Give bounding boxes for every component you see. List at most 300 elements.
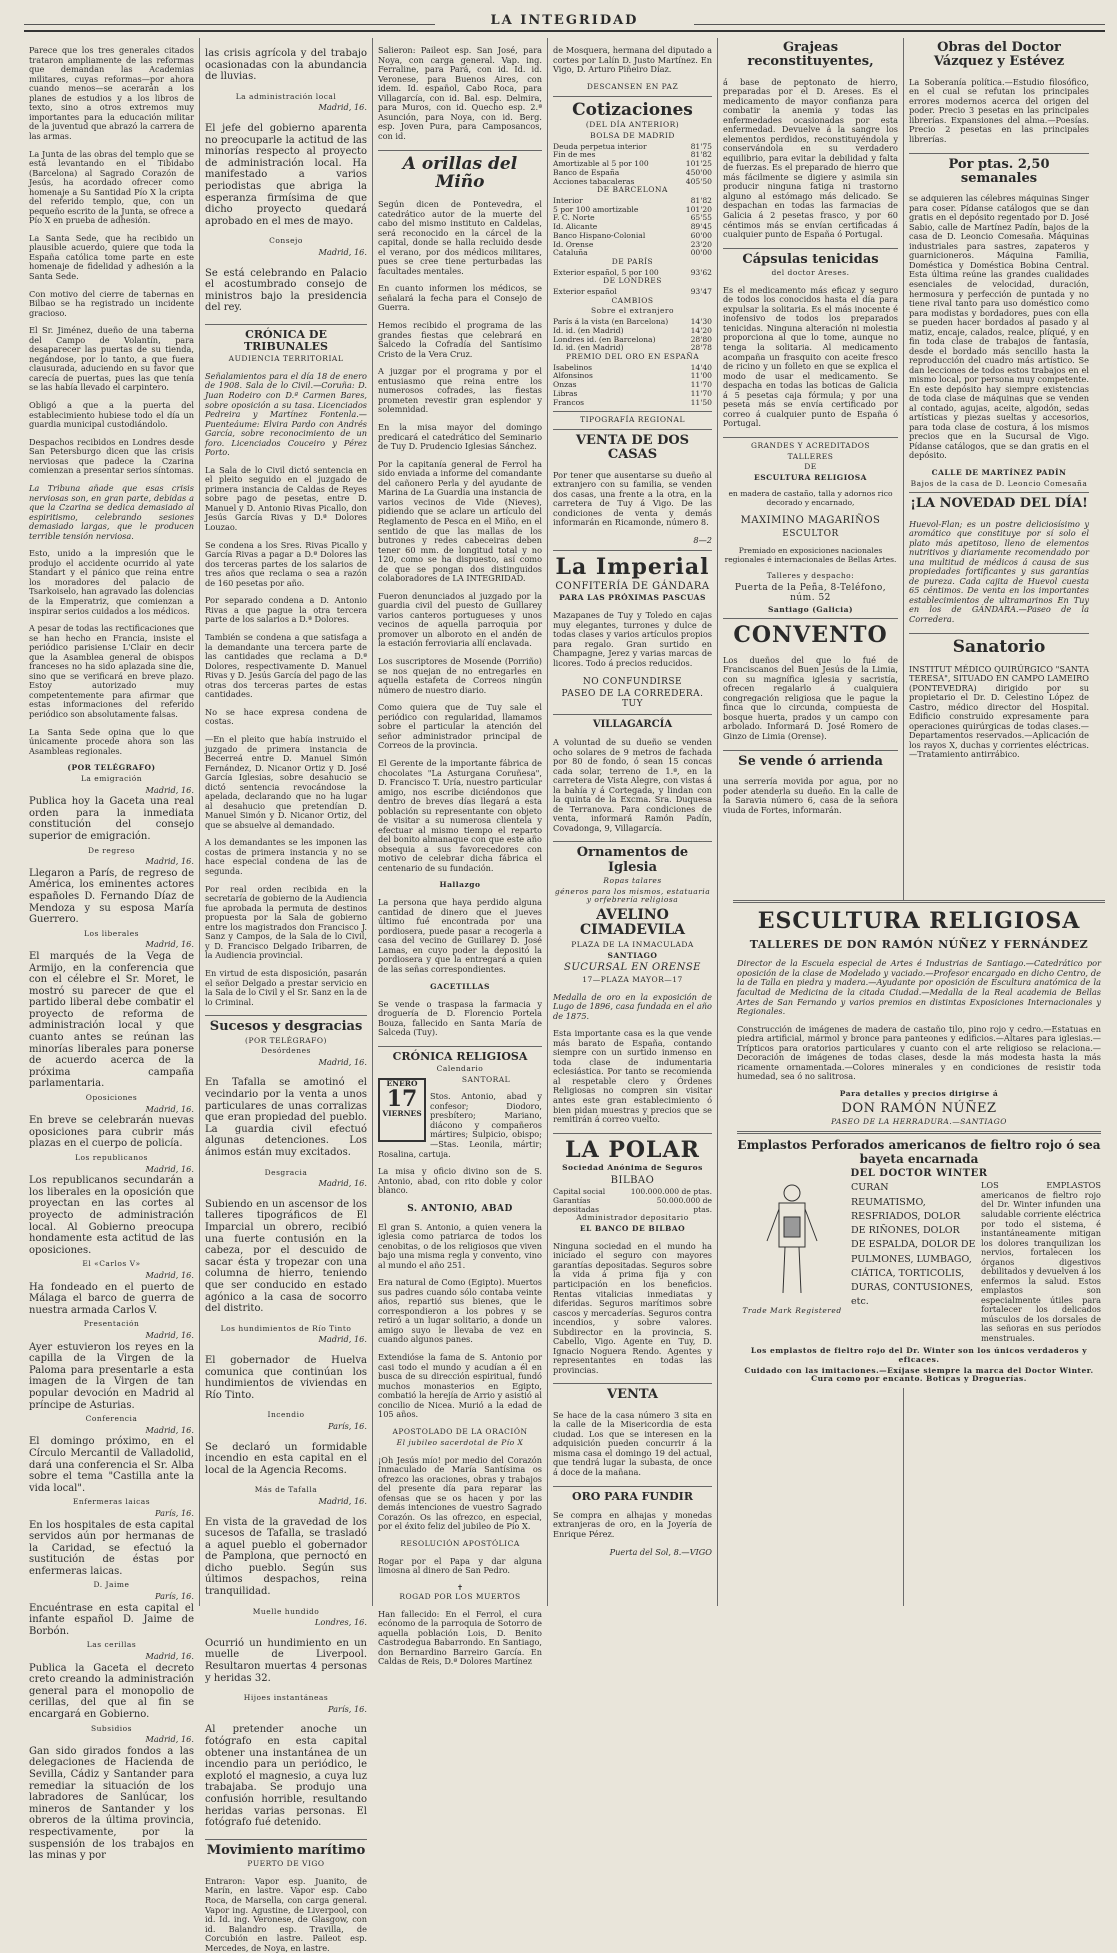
divider xyxy=(553,714,712,715)
ad-heading: VENTA xyxy=(607,1387,658,1403)
paragraph: Gan sido girados fondos a las delegaciones de Hacienda de Sevilla, Cádiz y Santander para remediar la situación de los labradores de Sanlúcar, los mineros de Santander y los obreros de la última provincia, respectivamente, por la suspensión de los trabajos en las minas y por xyxy=(29,1745,194,1862)
paragraph: La Tribuna añade que esas crisis nerviosas son, en gran parte, debidas a que la Czarina se dedica demasiado al espiritismo, celebrando sesiones demasiado largas, que le producen terrible tensión nerviosa. xyxy=(29,483,194,541)
paragraph: Mazapanes de Tuy y Toledo en cajas muy elegantes, turrones y dulce de todas clases y varios artículos propios para regalo. Gran surtido en Champagne, Jerez y varias marcas de licores. Todo á precios reducidos. xyxy=(553,610,712,668)
paragraph: Se compra en alhajas y monedas extranjeras de oro, en la Joyería de Enrique Pérez. xyxy=(553,1509,712,1539)
dateline: Madrid, 16. xyxy=(145,1651,194,1662)
item-title: Enfermeras laicas xyxy=(72,1497,151,1507)
ad-address: Puerta de la Peña, 8-Teléfono, núm. 52 xyxy=(734,582,887,604)
divider xyxy=(205,1839,367,1840)
ad-subtitle: Talleres y despacho: xyxy=(766,571,855,581)
divider xyxy=(553,429,712,430)
ad-subtitle: CONFITERÍA DE GÁNDARA xyxy=(555,580,710,592)
row-label: Id. id. (en Madrid) xyxy=(553,343,624,353)
masthead-rule-left xyxy=(24,24,435,25)
dateline: París, 16. xyxy=(328,1703,367,1714)
dateline: Madrid, 16. xyxy=(145,1734,194,1745)
paragraph: Ocurrió un hundimiento en un muelle de Liverpool. Resultaron muertas 4 personas y heridas 32. xyxy=(205,1637,367,1684)
paragraph: —En el pleito que había instruido el juzgado de primera instancia de Becerreá entre D. Manuel Simón Fernández, D. Nicanor Ortiz y D. José García Iglesias, sobre desahucio se dictó sentencia revocándose la apelada, declarando que no ha lugar al desahucio que pretendían D. Manuel Simón y D. Nicanor Ortiz, del que se absuelve al demandado. xyxy=(205,734,367,830)
row-value: 11'70 xyxy=(690,388,712,398)
section-heading: CRÓNICA DE TRIBUNALES xyxy=(243,327,328,353)
caption: TIPOGRAFÍA REGIONAL xyxy=(580,415,685,425)
row-value: 11'50 xyxy=(690,397,712,407)
ad-heading: Por ptas. 2,50 semanales xyxy=(948,156,1050,186)
divider xyxy=(378,150,542,151)
row-value: 450'00 xyxy=(685,167,712,177)
caption: DESCANSEN EN PAZ xyxy=(586,81,679,91)
ad-subtitle: géneros para los mismos, estatuaria y orfebrería religiosa xyxy=(554,886,711,905)
paragraph: Según dicen de Pontevedra, el catedrático autor de la muerte del cabo del mismo instituto en Caldelas, será reconocido en la cárcel de la capital, donde se halla recluido desde el verano, por dos médicos militares, pues se cree tiene perturbadas las facultades mentales. xyxy=(378,199,542,276)
table-title: DE PARÍS xyxy=(611,256,654,266)
ad-heading: Obras del Doctor Vázquez y Estévez xyxy=(933,40,1065,70)
item-title: Subsidios xyxy=(90,1723,133,1733)
paragraph: Ha fondeado en el puerto de Málaga el barco de guerra de nuestra armada Carlos V. xyxy=(29,1281,194,1316)
paragraph: Por la capitanía general de Ferrol ha sido enviada a informe del comandante del cañonero Perla y del ayudante de Marina de La Guardia una instancia de varios vecinos de Vide (Nieves), pidiendo que se aclare un artículo del Reglamento de Pesca en el Miño, en el sentido de que las mallas de los butrones y redes cabeceiras deben tener 60 mm. de longitud total y no 120, como se ha dispuesto, así como de que se pongan dos distinguidos colaboradores de LA INTEGRIDAD. xyxy=(378,458,542,584)
dateline: Madrid, 16. xyxy=(318,1496,367,1506)
paragraph: El gobernador de Huelva comunica que continúan los hundimientos de viviendas en Río Tinto. xyxy=(205,1354,367,1401)
calendar-month: ENERO xyxy=(386,1078,418,1088)
ad-subtitle: TALLERES xyxy=(787,451,834,461)
row-value: 60'00 xyxy=(690,230,712,240)
ad-subtitle: ESCULTURA RELIGIOSA xyxy=(753,472,867,482)
news-item xyxy=(29,1498,194,1577)
row-value: 101'20 xyxy=(685,204,712,214)
divider xyxy=(723,248,898,249)
divider xyxy=(723,618,898,619)
paragraph: Es el medicamento más eficaz y seguro de todos los conocidos hasta el día para expulsar la solitaria. Es el más inocente é inofensivo de todos los preparados tenicidas. Ninguna alteración ni molestia proporciona al que lo tome, aunque no tenga la solitaria. Al medicamento acompaña un frasquito con aceite fresco de ricino y un folleto en que se explica el modo de usar el medicamento. Se despacha en todas las boticas de Galicia á 5 pesetas caja fórmula; y por una peseta más se envía certificado por correo á cualquier punto de España ó Portugal. xyxy=(723,284,898,429)
paragraph: Los dueños del que lo fué de Franciscanos del Buen Jesús de la Limia, con su magnífica iglesia y sacristía, ofrecen regalarlo á cualquiera congregación religiosa que le pague la finca que lo circunda, compuesta de bosque huerta, prados y un campo con arbolado. Informará D. José Romero de Ginzo de Limia (Orense). xyxy=(723,654,898,741)
barcelona-table xyxy=(553,197,712,258)
ad-address: Bajos de la casa de D. Leoncio Comesaña xyxy=(910,478,1088,488)
news-item xyxy=(29,1094,194,1150)
dateline: París, 16. xyxy=(328,1421,367,1432)
paragraph: Se vende o traspasa la farmacia y droguería de D. Florencio Portela Bouza, fallecido en Santa María de Salceda (Tuy). xyxy=(378,998,542,1038)
table-title: DE BARCELONA xyxy=(597,185,668,195)
row-label: Capital social xyxy=(553,1187,606,1197)
row-value: 14'20 xyxy=(690,325,712,335)
table-title: DE LONDRES xyxy=(603,276,662,286)
divider xyxy=(205,1015,367,1016)
row-label: Londres id. (en Barcelona) xyxy=(553,334,656,344)
row-label: Id. Orense xyxy=(553,239,594,249)
row-label: Banco Hispano-Colonial xyxy=(553,230,646,240)
row-label: Libras xyxy=(553,388,578,398)
ad-subtitle: BILBAO xyxy=(610,1174,655,1186)
ad-heading: VILLAGARCÍA xyxy=(592,718,673,730)
row-label: Acciones tabacaleras xyxy=(553,176,635,186)
paragraph: Se condena a los Sres. Rivas Picallo y García Rivas a pagar a D.ª Dolores las dos terceras partes de los salarios de tres años que reclama o sea a razón de 160 pesetas por año. xyxy=(205,539,367,588)
row-value: 101'25 xyxy=(685,159,712,169)
ad-heading: VENTA DE DOS CASAS xyxy=(575,433,690,463)
paragraph: También se condena a que satisfaga a la demandante una tercera parte de las cantidades que reclama a D.ª Dolores, respectivamente D. Manuel Rivas y D. Jesús García del pago de las otras dos terceras partes de estas cantidades. xyxy=(205,632,367,700)
section-subtitle: (POR TELÉGRAFO) xyxy=(67,763,156,773)
row-value: 23'20 xyxy=(690,239,712,249)
paragraph: Ayer estuvieron los reyes en la capilla de la Virgen de la Paloma para presentarle a esta imagen de la Virgen de tan popular devoción en Madrid al príncipe de Asturias. xyxy=(29,1341,194,1411)
paragraph: El domingo próximo, en el Círculo Mercantil de Valladolid, dará una conferencia el Sr. Alba sobre el tema "Castilla ante la vida local". xyxy=(29,1436,194,1494)
ad-subtitle: TALLERES DE DON RAMÓN NÚÑEZ Y FERNÁNDEZ xyxy=(749,937,1089,951)
masthead xyxy=(24,6,1105,32)
row-value: 50.000.000 de ptas. xyxy=(656,1195,712,1214)
section-subtitle: El jubileo sacerdotal de Pío X xyxy=(396,1437,524,1447)
item-title: Hallazgo xyxy=(439,880,481,890)
ad-heading: Grajeas reconstituyentes, xyxy=(747,40,874,70)
paragraph: Por separado condena a D. Antonio Rivas a que pague la otra tercera parte de los salarios a D.ª Dolores. xyxy=(205,595,367,625)
ad-subtitle: NO CONFUNDIRSE xyxy=(582,676,683,687)
item-title: S. ANTONIO, ABAD xyxy=(407,1203,513,1214)
column-1 xyxy=(24,38,200,1862)
paragraph: Por real orden recibida en la secretaría de gobierno de la Audiencia fue aprobada la permuta de destinos propuesta por la Sala de gobierno entre los magistrados don Francisco J. Sanz y Campos, de la Sala de lo Civil, y D. Francisco Delgado Iribarren, de la Audiencia provincial. xyxy=(205,883,367,961)
table-title: CAMBIOS xyxy=(611,295,654,305)
paragraph: Se declaró un formidable incendio en esta capital en el local de la Agencia Recoms. xyxy=(205,1441,367,1476)
ad-address: PASEO DE LA CORREDERA. TUY xyxy=(561,688,704,710)
paragraph: La misa y oficio divino son de S. Antonio, abad, con rito doble y color blanco. xyxy=(378,1166,542,1196)
paragraph: Entraron: Vapor esp. Juanito, de Marín, en lastre. Vapor esp. Cabo Roca, de Marsella, con carga general. Vapor ing. Agustine, de Liverpool, con id. Id. ing. Veronese, de Glasgow, con id. Balandro esp. Travilla, de Corcubión en lastre. Paileot esp. Mercedes, de Noya, en lastre. xyxy=(205,1875,367,1953)
ad-footer: Cuidado con las imitaciones.—Exíjase siempre la marca del Doctor Winter. Cura como por encanto. Boticas y Droguerías. xyxy=(744,1365,1094,1384)
row-label: Alfonsinos xyxy=(553,371,593,381)
row-label: Isabelinos xyxy=(553,362,592,372)
calendar-heading: SANTORAL xyxy=(461,1074,511,1084)
paragraph: En vista de la gravedad de los sucesos de Tafalla, se trasladó a aquel pueblo el gobernador de Pamplona, que pernoctó en dicho pueblo. Según sus últimos despachos, reina tranquilidad. xyxy=(205,1516,367,1598)
dateline: Madrid, 16. xyxy=(145,1330,194,1341)
cross-icon: ✝ xyxy=(456,1582,464,1592)
list-item: CURAN xyxy=(851,1182,889,1194)
ad-heading: ¡LA NOVEDAD DEL DÍA! xyxy=(910,496,1088,512)
paragraph: Construcción de imágenes de madera de castaño tilo, pino rojo y cedro.—Estatuas en piedra artificial, mármol y bronce para panteones y edificios.—Altares para iglesias.—Trípticos para oratorios particulares y cuanto con el arte religioso se relaciona.—Decoración de imágenes de todas clases, desde la más modesta hasta la más ricamente ornamentada.—Colores minerales y en condiciones de resistir toda humedad, sea ó no salitrosa. xyxy=(737,1023,1101,1082)
table-row xyxy=(553,1197,712,1214)
paragraph: El Sr. Jiménez, dueño de una taberna del Campo de Volantín, para desaparecer las puertas de su tienda, negándose, por lo tanto, a que fuera clausurada, aduciendo en su favor que carecía de puertas, pues las que tenía se las había llevado el carpintero. xyxy=(29,325,194,393)
paragraph: La Santa Sede opina que lo que únicamente procede ahora son las Asambleas regionales. xyxy=(29,726,194,756)
paragraph: Medalla de oro en la exposición de Lugo de 1896, casa fundada en el año de 1875. xyxy=(553,991,712,1021)
dateline: Madrid, 16. xyxy=(145,856,194,867)
ad-brand: AVELINO CIMADEVILA xyxy=(580,907,685,939)
divider xyxy=(553,96,712,97)
ad-heading: Se vende ó arrienda xyxy=(738,753,883,769)
divider xyxy=(909,153,1089,154)
news-item xyxy=(29,1641,194,1720)
ad-heading: Sanatorio xyxy=(952,636,1046,657)
ad-subtitle: Para detalles y precios dirigirse á xyxy=(839,1089,999,1099)
emplasto-list xyxy=(737,1181,847,1343)
ad-heading: Cápsulas tenicidas xyxy=(742,251,879,267)
paragraph: En los hospitales de esta capital servidos aún por hermanas de la Caridad, se efectuó la sustitución de éstas por enfermeras laicas. xyxy=(29,1519,194,1577)
column-3 xyxy=(373,38,548,1667)
row-value: 405'50 xyxy=(685,176,712,186)
paragraph: Los republicanos secundarán a los liberales en la oposición que proyectan en las cortes al proyecto de administración local. Al Gobierno preocupa hondamente esta actitud de las oposiciones. xyxy=(29,1175,194,1256)
masthead-title: LA INTEGRIDAD xyxy=(490,13,639,28)
paragraph: se adquieren las célebres máquinas Singer para coser. Pídanse catálogos que se dan gratis en el depósito regentado por D. José Sabio, calle de Martínez Padín, bajos de la casa de D. Leoncio Comesaña. Máquinas industriales para sastres, zapateros y guarnicioneros. Máquina Familia, Doméstica y Doméstica Bobina Central. Esta última reúne las grandes cualidades esenciales de velocidad, duración, hermosura y perfección de puntada y no tiene rival tanto para uso doméstico como para modistas y bordadores, pues con ella se pueden hacer bordados al pasado y al matiz, encaje, calados, realce, plíqué, y en fin toda clase de trabajos de fantasía, desde el bordado más sencillo hasta la reproducción del cuadro más artístico. Se dan lecciones de todos estos trabajos en el mismo local, por persona muy competente. En este depósito hay siempre existencias de toda clase de máquinas que se venden al contado, agujas, aceite, algodón, sedas artísticas y piezas sueltas y accesorios, para toda clase de costura, á los mismos precios que en la Sucursal de Vigo. Pídanse catálogos, que se dan gratis en el depósito. xyxy=(909,193,1089,461)
ad-heading: CONVENTO xyxy=(733,622,888,649)
paragraph: Era natural de Como (Egipto). Muertos sus padres cuando sólo contaba veinte años, repartió sus bienes, que le correspondieron a los pobres y se retiró a un lugar solitario, a donde un amigo suyo le llevaba de vez en cuando algunos panes. xyxy=(378,1277,542,1345)
paragraph: Despachos recibidos en Londres desde San Petersburgo dicen que las crisis nerviosas que padece la Czarina comienzan a presentar serios síntomas. xyxy=(29,436,194,476)
paragraph: El jefe del gobierno aparenta no preocuparle la actitud de las minorías respecto al proyecto de administración local. Ha manifestado a varios periodistas que abriga la esperanza firmísima de que dicho proyecto quedará aprobado en el mes de mayo. xyxy=(205,122,367,227)
row-label: Fin de mes xyxy=(553,150,596,160)
divider xyxy=(553,1133,712,1134)
ad-subtitle: del doctor Areses. xyxy=(771,268,850,278)
dateline: Madrid, 16. xyxy=(145,1424,194,1435)
ad-heading: ORO PARA FUNDIR xyxy=(572,1489,693,1503)
paragraph: En la misa mayor del domingo predicará el catedrático del Seminario de Tuy D. Prudencio Iglesias Sánchez. xyxy=(378,422,542,452)
paragraph: Hemos recibido el programa de las grandes fiestas que celebrará en Salcedo la Cofradía del Santísimo Cristo de la Vera Cruz. xyxy=(378,320,542,359)
paragraph: Publica la Gaceta el decreto creto creando la administración general para el monopolio de cerillas, del que al fin se encargará en Gobierno. xyxy=(29,1662,194,1721)
row-label: Amortizable al 5 por 100 xyxy=(553,159,649,169)
row-label: 5 por 100 amortizable xyxy=(553,204,639,214)
paragraph: El gran S. Antonio, a quien venera la iglesia como patriarca de todos los cenobitas, o de los religiosos que viven bajo una misma regla y convento, vino al mundo el año 251. xyxy=(378,1221,542,1270)
news-item xyxy=(29,847,194,926)
divider xyxy=(378,1046,542,1047)
premio-table xyxy=(553,364,712,408)
row-value: 11'00 xyxy=(690,371,712,381)
row-value: 81'82 xyxy=(690,195,712,205)
news-item xyxy=(29,1154,194,1256)
ad-address: CALLE DE MARTÍNEZ PADÍN xyxy=(931,467,1067,477)
divider xyxy=(553,411,712,412)
paragraph: En breve se celebrarán nuevas oposiciones para cubrir más plazas en el cuerpo de policía. xyxy=(29,1115,194,1150)
paragraph: Stos. Antonio, abad y confesor; Diodoro, presbítero; Mariano, diácono y compañeros mártires; Sulpicio, obispo;—Stas. Leonila, mártir; Rosalina, cartuja. xyxy=(378,1091,542,1159)
paragraph: La Santa Sede, que ha recibido un plausible acuerdo, quiere que toda la España católica tome parte en este homenaje de fidelidad y adhesión a la Santa Sede. xyxy=(29,232,194,281)
emplasto-conditions xyxy=(847,1181,981,1343)
row-value: 81'75 xyxy=(690,141,712,151)
section-subtitle: PUERTO DE VIGO xyxy=(247,1859,325,1869)
paragraph: ¡Oh Jesús mío! por medio del Corazón Inmaculado de María Santísima os ofrezco las oraciones, obras y trabajos del presente día para reparar las ofensas que se os hacen y por las demás intenciones de vuestro Sagrado Corazón. Os las ofrezco, en especial, por el éxito feliz del jubileo de Pío X. xyxy=(378,1454,542,1532)
paragraph: La Junta de las obras del templo que se está levantando en el Tibidabo (Barcelona) al Sagrado Corazón de Jesús, ha acordado ofrecer como homenaje a Su Santidad Pío X la cripta del referido templo, que, con un pequeño escrito de la Junta, se ofrece a Pío X en prueba de adhesión. xyxy=(29,148,194,226)
ad-address: 17—PLAZA MAYOR—17 xyxy=(582,974,683,984)
row-value: 14'30 xyxy=(690,317,712,327)
item-title: Oposiciones xyxy=(85,1093,138,1103)
paragraph: Llegaron a París, de regreso de América, los eminentes actores españoles D. Fernando Díaz de Mendoza y su esposa María Guerrero. xyxy=(29,867,194,926)
paragraph: Salieron: Paileot esp. San José, para Noya, con carga general. Vap. ing. Ferraline, para Pará, con id. Id. id. Veronese, para Buenos Aires, con idem. Id. español, Cabo Roca, para Villagarcía, con id. Bal. esp. Delmira, para Muros, con id. Quecho esp. 2.ª Asunción, para Noya, con id. Berg. esp. Joven Pura, para Camposancos, con id. xyxy=(378,45,542,141)
news-item xyxy=(29,1415,194,1494)
man-figure-icon xyxy=(757,1181,827,1301)
paragraph: Con motivo del cierre de tabernas en Bilbao se ha registrado un incidente gracioso. xyxy=(29,288,194,318)
table-subtitle: Sobre el extranjero xyxy=(590,306,675,316)
paragraph: En virtud de esta disposición, pasarán el señor Delgado a prestar servicio en la Sala de lo Civil y el Sr. Sanz en la de lo Criminal. xyxy=(205,968,367,1007)
row-label: Exterior español xyxy=(553,287,617,297)
paragraph: Han fallecido: En el Ferrol, el cura ecónomo de la parroquia de Sotorro de aquella población Lois, D. Benito Castrodegua Babarrondo. En Santiago, don Bernardino Barreiro García. En Caldas de Reis, D.ª Dolores Martínez xyxy=(378,1608,542,1667)
paragraph: Los suscriptores de Mosende (Porriño) se nos quejan de no entregarles en aquella estafeta de Correos ningún número de nuestro diario. xyxy=(378,656,542,695)
calendar-box xyxy=(378,1078,426,1142)
item-title: Consejo xyxy=(269,236,303,246)
paragraph: Obligó a que a la puerta del establecimiento hubiese todo el día un guardia municipal custodiándolo. xyxy=(29,400,194,430)
row-label: F. C. Norte xyxy=(553,213,595,223)
item-title: ROGAD POR LOS MUERTOS xyxy=(399,1591,521,1601)
paragraph: Extendióse la fama de S. Antonio por casi todo el mundo y acudían a él en busca de su dirección espiritual, fundó muchos monasterios en Egipto, combatió la herejía de Arrio y asistió al concilio de Nicea. Murió a la edad de 105 años. xyxy=(378,1352,542,1420)
paragraph: Premiado en exposiciones nacionales regionales é internacionales de Bellas Artes. xyxy=(724,545,897,564)
item-title: Conferencia xyxy=(85,1414,138,1424)
row-value: 100.000.000 de ptas. xyxy=(630,1187,712,1197)
dateline: Madrid, 16. xyxy=(318,1178,367,1189)
divider xyxy=(909,633,1089,634)
section-subtitle: (POR TELÉGRAFO) xyxy=(245,1035,327,1045)
row-value: 93'47 xyxy=(690,287,712,297)
ad-subtitle: EL BANCO DE BILBAO xyxy=(579,1224,686,1234)
ad-address: SUCURSAL EN ORENSE xyxy=(564,962,701,974)
item-title: Las cerillas xyxy=(86,1640,137,1650)
dateline: Londres, 16. xyxy=(314,1617,367,1628)
dateline: Madrid, 16. xyxy=(145,1270,194,1281)
emplasto-body xyxy=(737,1181,1101,1343)
ad-subtitle: ESCULTOR xyxy=(782,528,839,539)
dateline: París, 16. xyxy=(155,1591,194,1602)
row-label: Francos xyxy=(553,397,585,407)
ad-subtitle: Sociedad Anónima de Seguros xyxy=(562,1162,703,1172)
news-item xyxy=(29,1320,194,1411)
dateline: Madrid, 16. xyxy=(318,247,367,258)
row-label: Deuda perpetua interior xyxy=(553,141,647,151)
paragraph: No se hace expresa condena de costas. xyxy=(205,706,367,727)
row-label: Interior xyxy=(553,195,583,205)
paragraph: á base de peptonato de hierro, preparadas por el D. Areses. Es el medicamento de mayor confianza para combatir la anemia y todas las enfermedades ocasionadas por esta enfermedad. Devuelve á la sangre los elementos perdidos, reconstituyéndola y conservándola en su verdadero equilibrio, para evitar la debilidad y falta de fuerzas. Es el preparado de hierro que más fácilmente se digiere y asimila sin producir ninguna fatiga ni trastorno alguno al estómago más delicado. Se despachan en todas las farmacias de Galicia á 2 pesetas frasco, y por 60 céntimos más se envían certificadas á cualquier punto de España ó Portugal. xyxy=(723,76,898,240)
section-heading: Movimiento marítimo xyxy=(206,1842,366,1858)
paragraph: Se está celebrando en Palacio el acostumbrado consejo de ministros bajo la presidencia del rey. xyxy=(205,267,367,314)
paragraph: de Mosquera, hermana del diputado a cortes por Lalín D. Justo Martínez. En Vigo, D. Arturo Piñeiro Díaz. xyxy=(553,45,712,75)
divider xyxy=(737,1131,1101,1134)
row-value: 14'40 xyxy=(690,362,712,372)
ad-brand: DON RAMÓN NÚÑEZ xyxy=(841,1100,997,1116)
paragraph: Subiendo en un ascensor de los talleres tipográficos de El Imparcial un obrero, recibió una fuerte contusión en la cabeza, por el descuido de sacar ésta y tropezar con una columna de hierro, teniendo que ser conducido en estado agónico a la casa de socorro del distrito. xyxy=(205,1198,367,1315)
table-title: BOLSA DE MADRID xyxy=(590,130,675,140)
item-title: APOSTOLADO DE LA ORACIÓN xyxy=(392,1426,528,1436)
item-title: Hijoes instantáneas xyxy=(243,1693,329,1703)
row-label: Id. Alicante xyxy=(553,222,598,232)
paragraph: Parece que los tres generales citados trataron ampliamente de las reformas que demandan las Academias militares, cuyas reformas—por ahora cuando menos—se acerarán a los planes de estudios y a los libros de texto, sino a otros extremos muy importantes para la educación militar de la juventud que abrazó la carrera de las armas. xyxy=(29,45,194,141)
paragraph: Esta importante casa es la que vende más barato de España, contando siempre con un surtido inmenso en toda clase de indumentaria eclesiástica. Por tanto se recomienda al respetable clero y Órdenes Religiosas no compren sin visitar antes este gran establecimiento ó bien pidan muestras y precios que se remitirán á correo vuelto. xyxy=(553,1028,712,1125)
ad-address: PASEO DE LA HERRADURA.—SANTIAGO xyxy=(831,1116,1007,1126)
paragraph: Señalamientos para el día 18 de enero de 1908. Sala de lo Civil.—Coruña: D. Juan Rodeiro con D.ª Carmen Bares, sobre oposición a su tasa. Licenciados Pedreira y Martínez Fontenla.—Puenteáume: Elvira Pardo con Andrés García, sobre reconocimiento de un foro. Licenciados Couceiro y Pérez Porto. xyxy=(205,370,367,458)
paragraph: las crisis agrícola y del trabajo ocasionadas con la abundancia de lluvias. xyxy=(205,48,367,83)
ad-subtitle: DE xyxy=(804,462,817,472)
section-subtitle: AUDIENCIA TERRITORIAL xyxy=(228,354,344,364)
paragraph: en madera de castaño, talla y adornos rico decorado y encarnado, xyxy=(728,489,893,507)
ad-subtitle: PARA LAS PRÓXIMAS PASCUAS xyxy=(559,593,706,603)
paragraph: Se hace de la casa número 3 sita en la calle de la Misericordia de esta ciudad. Los que se interesen en la adquisición pueden concurrir á la misma casa el domingo 19 del actual, que tendrá lugar la subasta, de once á doce de la mañana. xyxy=(553,1409,712,1477)
divider xyxy=(553,1383,712,1384)
ad-address: PLAZA DE LA INMACULADA xyxy=(571,939,694,949)
divider xyxy=(909,492,1089,493)
news-item xyxy=(29,1725,194,1862)
item-title: El «Carlos V» xyxy=(82,1259,141,1269)
paragraph: Ninguna sociedad en el mundo ha iniciado el seguro con mayores garantías depositadas. Seguros sobre la vida á prima fija y con participación en los beneficios. Rentas vitalicias inmediatas y diferidas. Seguros marítimos sobre cascos y mercaderías. Seguros contra incendios, y sobre valores. Subdirector en la provincia, S. Cabello, Vigo. Agente en Tuy, D. Ignacio Noguera Rendo. Agentes y representantes en todas las provincias. xyxy=(553,1240,712,1375)
ad-subtitle: GRANDES Y ACREDITADOS xyxy=(750,440,871,450)
paragraph: Al pretender anoche un fotógrafo en esta capital obtener una instantánea de un incendio para un periódico, le explotó el magnesio, a cuya luz trabajaba. Se produjo una confusión horrible, resultando heridas varias personas. El fotógrafo fué detenido. xyxy=(205,1724,367,1829)
row-label: París á la vista (en Barcelona) xyxy=(553,317,669,327)
row-label: Id. id. (en Madrid) xyxy=(553,325,624,335)
paragraph: Esto, unido a la impresión que le produjo el accidente ocurrido al yate Standart y el pánico que reina entre los moradores del palacio de Tsarkoiselo, han agravado las dolencias de la Emperatriz, que comienzan a inspirar serios cuidados a los médicos. xyxy=(29,548,194,616)
ad-heading: ESCULTURA RELIGIOSA xyxy=(757,908,1081,934)
ad-heading: Ornamentos de Iglesia xyxy=(576,845,689,875)
wide-escultura-ad xyxy=(733,900,1105,1388)
row-value: 65'55 xyxy=(690,213,712,223)
news-item xyxy=(29,775,194,843)
item-title: Incendio xyxy=(267,1410,305,1420)
table-title: PREMIO DEL ORO EN ESPAÑA xyxy=(565,352,700,362)
calendar-weekday: VIERNES xyxy=(382,1109,422,1119)
paragraph: Encuéntrase en esta capital el infante español D. Jaime de Borbón. xyxy=(29,1602,194,1637)
row-label: Banco de España xyxy=(553,167,620,177)
paragraph: El Gerente de la importante fábrica de chocolates "La Asturgana Coruñesa", D. Francisco T. Uría, nuestro particular amigo, nos escribe diciéndonos que dentro de breves días llegará a esta población su representante con objeto de visitar a su numerosa clientela y efectuar al mismo tiempo el reparto del bonito almanaque con que este año obsequia a sus favorecedores con motivo de celebrar dicha fábrica el centenario de su fundación. xyxy=(378,758,542,873)
paragraph: En Tafalla se amotinó el vecindario por la venta a unos particulares de unas corralizas que eran propiedad del pueblo. La guardia civil efectuó algunas detenciones. Los ánimos están muy excitados. xyxy=(205,1077,367,1159)
divider xyxy=(723,437,898,438)
divider xyxy=(205,324,367,325)
divider xyxy=(723,750,898,751)
cambios-table xyxy=(553,318,712,353)
item-title: Desórdenes xyxy=(261,1046,311,1056)
row-value: 89'45 xyxy=(690,222,712,232)
dateline: Madrid, 16. xyxy=(318,1056,367,1067)
paragraph: Rogar por el Papa y dar alguna limosna al dinero de San Pedro. xyxy=(378,1555,542,1576)
ad-address: SANTIAGO xyxy=(607,950,658,960)
row-value: 81'82 xyxy=(690,150,712,160)
column-2 xyxy=(200,38,373,1953)
calendar-day: 17 xyxy=(386,1086,418,1113)
ad-heading: La Imperial xyxy=(555,553,710,580)
row-label: Onzas xyxy=(553,380,577,390)
paragraph: una serrería movida por agua, por no poder atenderla su dueño. En la calle de la Saravia número 6, casa de la señora viuda de Fortes, informarán. xyxy=(723,776,898,815)
paragraph: A los demandantes se les imponen las costas de primera instancia y no se hace especial condena de las de segunda. xyxy=(205,837,367,876)
item-title: Muelle hundido xyxy=(252,1606,320,1616)
dateline: París, 16. xyxy=(155,1508,194,1518)
paragraph: A pesar de todas las rectificaciones que se han hecho en Francia, insiste el periódico parisiense L'Clair en decir que la Asamblea general de obispos franceses no ha sido aplazada sine die, sino que se verificará en breve plazo. Estoy autorizado muy competentemente para afirmar que estas informaciones del referido periódico son absolutamente falsas. xyxy=(29,623,194,719)
paragraph: Por tener que ausentarse su dueño al extranjero con su familia, se venden dos casas, una frente a la otra, en la carretera de Tuy á Vigo. De las condiciones de venta y demás informarán en Ricamonde, número 8. xyxy=(553,469,712,528)
ad-heading: LA POLAR xyxy=(565,1136,700,1163)
ad-heading: Emplastos Perforados americanos de fieltro rojo ó sea bayeta encarnada xyxy=(737,1138,1101,1166)
ad-number: 8—2 xyxy=(693,535,712,546)
section-heading: CRÓNICA RELIGIOSA xyxy=(392,1049,528,1063)
dateline: Madrid, 16. xyxy=(145,784,194,795)
row-value: 93'62 xyxy=(690,267,712,277)
paragraph: La Soberanía política.—Estudio filosófico, en el cual se refutan los principales errores modernos acerca del origen del poder. Precio 3 pesetas en las principales librerías. Expansiones del alma.—Poesías. Precio 2 pesetas en las principales librerías. xyxy=(909,76,1089,144)
ad-address: Santiago (Galicia) xyxy=(767,604,854,614)
paragraph: Director de la Escuela especial de Artes é Industrias de Santiago.—Catedrático por oposición de la clase de Modelado y vaciado.—Profesor encargado en dicho Centro, de la de Talla en piedra y madera.—Ayudante por oposición de Escultura anatómica de la facultad de Medicina de la citada Ciudad.—Medalla de la Real academia de Bellas Artes de San Fernando y varios premios en distintas Exposiciones Internacionales y Regionales. xyxy=(737,958,1101,1017)
dateline: Madrid, 16. xyxy=(318,102,367,113)
section-subtitle: GACETILLAS xyxy=(430,981,490,991)
ad-subtitle: Administrador depositario xyxy=(576,1213,689,1223)
row-value: 28'78 xyxy=(690,343,712,353)
paragraph: La Sala de lo Civil dictó sentencia en el pleito seguido en el juzgado de primera instancia de Caldas de Reyes sobre pago de pesetas, entre D. Manuel y D. Antonio Rivas Picallo, don Jesús García Rivas y D.ª Dolores Louzao. xyxy=(205,464,367,532)
row-label: Garantías depositadas xyxy=(553,1195,599,1214)
section-subtitle: Calendario xyxy=(436,1063,484,1073)
paragraph: A voluntad de su dueño se venden ocho solares de 9 metros de fachada por 80 de fondo, ó sean 15 concas cada solar, terreno de 1.ª, en la carretera de Vista Alegre, con vistas á la bahía y á Cortegada, y lindan con la quinta de la Excma. Sra. Duquesa de Terranova. Para condiciones de venta, informará Ramón Padín, Covadonga, 9, Villagarcía. xyxy=(553,737,713,833)
paragraph: INSTITUT MÉDICO QUIRÚRGICO "SANTA TERESA", SITUADO EN CAMPO LAMEIRO (PONTEVEDRA) dirigido por su propietario el Dr. D. Celestino López de Castro, médico director del Hospital. Edificio construido expresamente para operaciones quirúrgicas de todas clases.—Departamentos reservados.—Aplicación de los rayos X, duchas y corrientes eléctricas.—Tratamiento antirrábico. xyxy=(909,663,1089,760)
section-heading: Sucesos y desgracias xyxy=(209,1019,363,1035)
item-title: La administración local xyxy=(235,91,337,101)
ad-brand: MAXIMINO MAGARIÑOS xyxy=(740,515,881,527)
section-heading: Cotizaciones xyxy=(572,99,693,120)
list-item: REUMATISMO, RESFRIADOS, DOLOR DE RIÑONES, DOLOR DE ESPALDA, DOLOR DE PULMONES, LUMBAGO, CIÁTICA, TORTICOLIS, DURAS, CONTUSIONES, etc. xyxy=(851,1196,976,1308)
ad-subtitle: DEL DOCTOR WINTER xyxy=(850,1167,988,1179)
item-title: Los hundimientos de Río Tinto xyxy=(220,1323,352,1333)
section-subtitle: (DEL DÍA ANTERIOR) xyxy=(585,120,680,130)
dateline: Madrid, 16. xyxy=(145,1163,194,1174)
row-label: Cataluña xyxy=(553,248,588,258)
row-value: 11'70 xyxy=(690,380,712,390)
masthead-rule-right xyxy=(694,24,1105,25)
divider xyxy=(553,1486,712,1487)
row-label: Exterior español, 5 por 100 xyxy=(553,267,659,277)
ad-address: Puerta del Sol, 8.—VIGO xyxy=(609,1546,712,1557)
divider xyxy=(553,550,712,551)
paragraph: A juzgar por el programa y por el entusiasmo que reina entre los numerosos cofrades, las fiestas prometen revestir gran esplendor y solemnidad. xyxy=(378,366,542,415)
item-title: Más de Tafalla xyxy=(254,1485,318,1495)
table-row xyxy=(553,399,712,408)
paragraph: Como quiera que de Tuy sale el periódico con regularidad, llamamos sobre el particular la atención del señor administrador principal de Correos de la provincia. xyxy=(378,702,542,751)
paragraph: Huevol-Flan; es un postre deliciosísimo y aromático que constituye por sí solo el plato más apetitoso, lleno de elementos nutritivos y diariamente recomendado por una multitud de médicos á causa de sus propiedades fortificantes y sus garantías de pureza. Cada cajita de Huevol cuesta 65 céntimos. De venta en los importantes establecimientos de ultramarinos En Tuy en los de GÁNDARA.—Paseo de la Corredera. xyxy=(909,518,1089,624)
dateline: Madrid, 16. xyxy=(145,939,194,950)
ad-subtitle: Ropas talares xyxy=(603,875,662,885)
column-4 xyxy=(548,38,718,1606)
paragraph: Fueron denunciados al juzgado por la guardia civil del puesto de Guillarey varios canteros portugueses y unos vecinos de aquella parroquia por promover un alboroto en el andén de la estación ferroviaria allí enclavada. xyxy=(378,590,542,649)
item-title: La emigración xyxy=(80,773,143,783)
section-heading: A orillas del Miño xyxy=(402,153,518,193)
item-title: RESOLUCIÓN APOSTÓLICA xyxy=(400,1538,520,1548)
